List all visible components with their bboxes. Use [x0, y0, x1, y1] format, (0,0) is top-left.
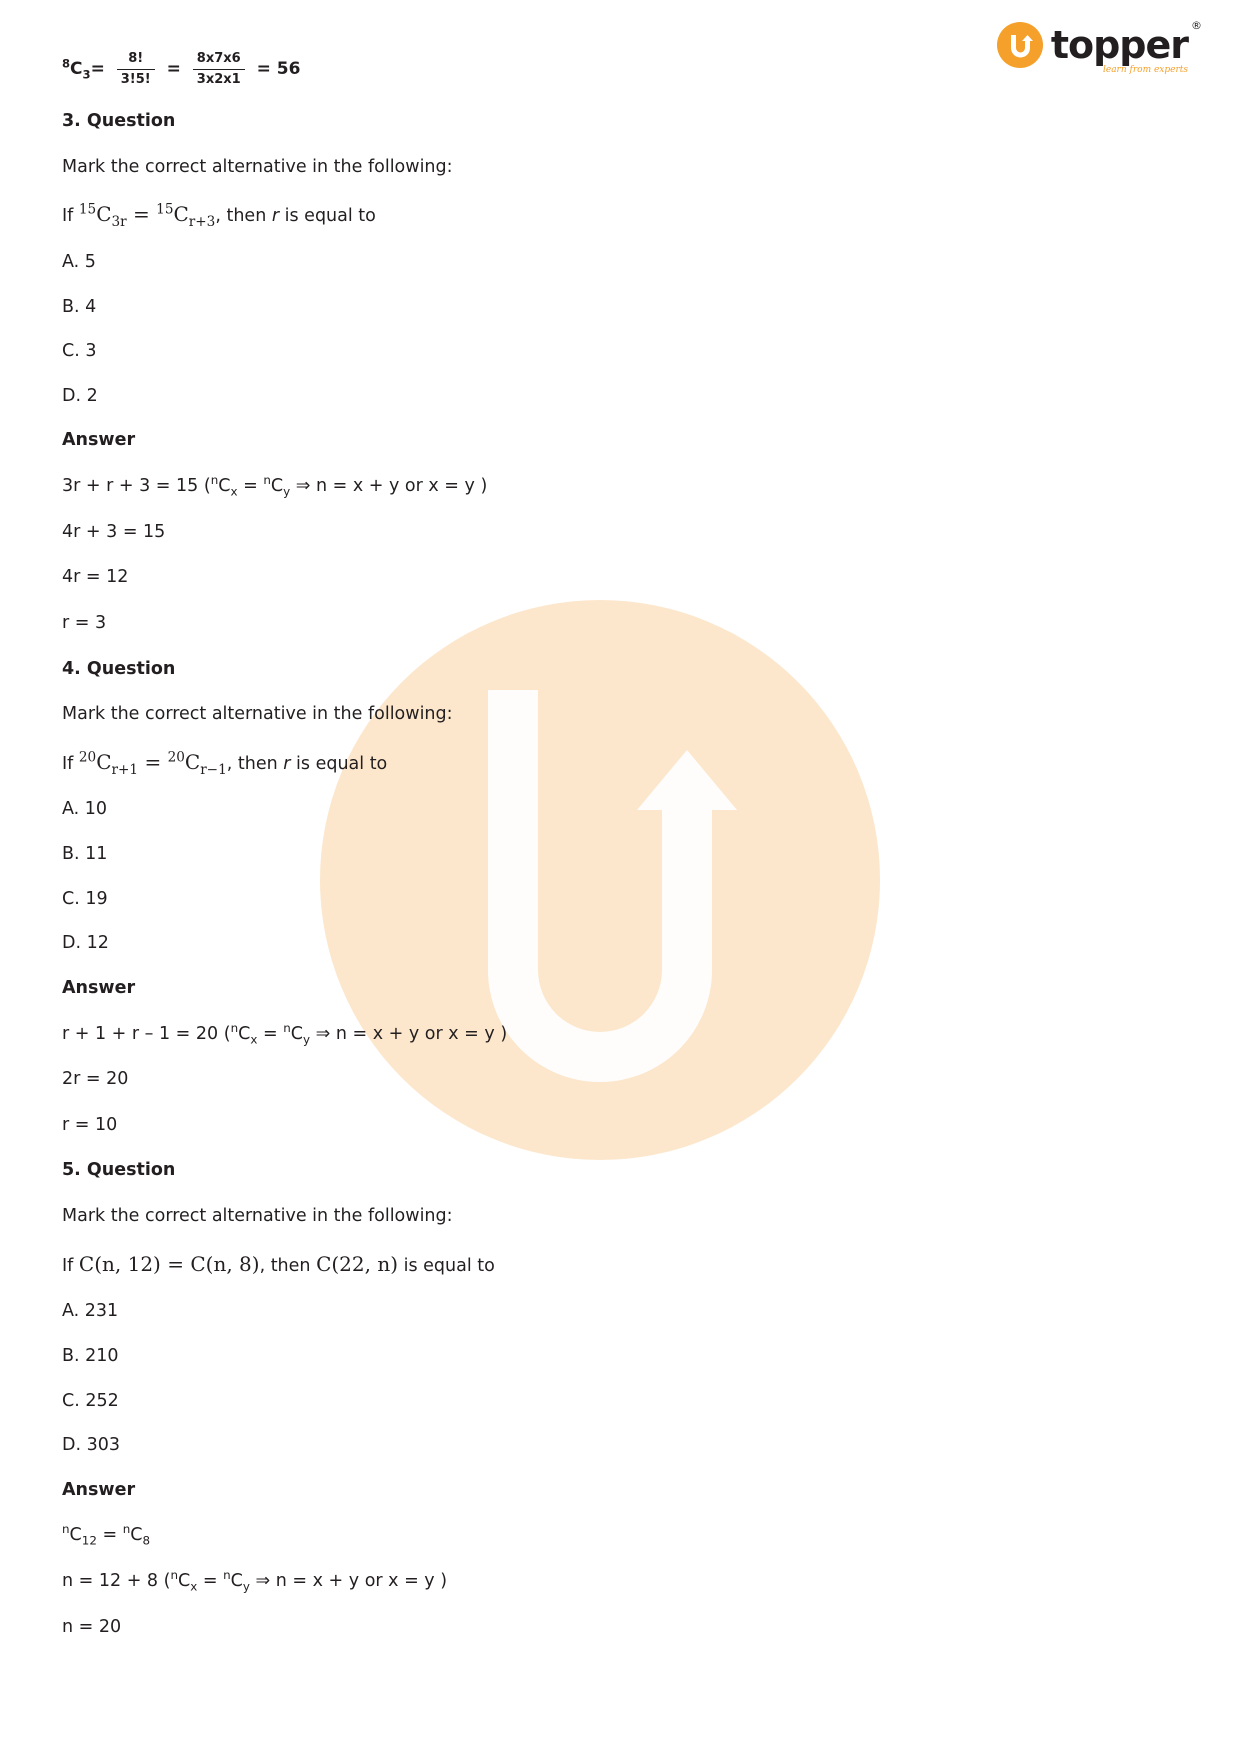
fraction-denominator: 3x2x1 — [196, 71, 241, 87]
question-5-option-b[interactable]: B. 210 — [62, 1345, 119, 1366]
question-3-option-a[interactable]: A. 5 — [62, 251, 96, 272]
rule-equals: = — [262, 1023, 278, 1044]
rule-sub-y: y — [303, 1032, 311, 1047]
logo-text: topper — [1050, 23, 1188, 67]
formula-sub-1: 3r — [111, 214, 127, 231]
question-3-heading: 3. Question — [62, 111, 176, 132]
answer-rule-pre: n = 12 + 8 ( — [62, 1571, 171, 1592]
formula-equals: = — [144, 749, 162, 774]
answer-rule-post: ⇒ n = x + y or x = y ) — [295, 476, 488, 497]
question-4-answer-line-1 — [62, 1020, 1180, 1047]
rule-sub-x: x — [230, 484, 238, 499]
question-4-answer-line-2: 2r = 20 — [62, 1069, 129, 1090]
question-4-heading: 4. Question — [62, 658, 176, 679]
rule-sub-x: x — [190, 1579, 198, 1594]
question-4-option-d[interactable]: D. 12 — [62, 933, 109, 954]
formula-sup-1: 20 — [78, 749, 97, 766]
rule-sup-n-1: n — [230, 1020, 239, 1035]
answer-rule-post: ⇒ n = x + y or x = y ) — [315, 1023, 508, 1044]
question-5-instruction: Mark the correct alternative in the following: — [62, 1206, 453, 1227]
fraction-numerator: 8x7x6 — [193, 50, 245, 70]
stem-suffix-2: is equal to — [284, 206, 376, 227]
formula-equals: = — [133, 202, 150, 227]
rule-sup-n-1: n — [210, 473, 219, 488]
question-5-answer-label: Answer — [62, 1479, 136, 1500]
formula-sub-2: r+3 — [188, 214, 216, 231]
stem-mid: , then — [259, 1255, 311, 1276]
answer-sup-2: n — [122, 1522, 131, 1537]
top-formula-mid-equals: = — [166, 59, 181, 80]
formula-sup-2: 15 — [156, 201, 174, 218]
top-formula-c: C — [70, 59, 83, 80]
question-5-answer-line-1 — [62, 1524, 1180, 1548]
answer-sup-1: n — [62, 1522, 70, 1537]
question-5-answer-line-3: n = 20 — [62, 1616, 122, 1637]
stem-formula-1: C(n, 12) = C(n, 8) — [78, 1251, 260, 1276]
nc-rule — [210, 473, 291, 499]
question-4-answer-line-3: r = 10 — [62, 1114, 118, 1135]
rule-sub-y: y — [242, 1579, 250, 1594]
question-3-answer-label: Answer — [62, 430, 136, 451]
rule-sup-n-2: n — [263, 473, 271, 488]
answer-equals: = — [102, 1525, 118, 1546]
question-3-option-b[interactable]: B. 4 — [62, 296, 97, 317]
rule-c-2: C — [230, 1571, 243, 1592]
question-3-instruction: Mark the correct alternative in the following: — [62, 156, 453, 177]
question-3-option-c[interactable]: C. 3 — [62, 341, 97, 362]
answer-sub-2: 8 — [142, 1533, 151, 1548]
stem-suffix-1: , then — [215, 206, 267, 227]
formula-sub-1: r+1 — [111, 761, 139, 778]
logo-mark-icon — [997, 22, 1043, 68]
rule-c-1: C — [238, 1023, 251, 1044]
u-arrow-icon — [1005, 30, 1035, 60]
answer-sub-1: 12 — [81, 1533, 97, 1548]
formula-c-2: C — [184, 749, 201, 774]
stem-prefix: If — [62, 1255, 74, 1276]
rule-sub-x: x — [250, 1032, 258, 1047]
top-formula-fraction-2 — [193, 50, 245, 88]
question-3-answer-line-2: 4r + 3 = 15 — [62, 521, 166, 542]
stem-formula-2: C(22, n) — [316, 1251, 399, 1276]
stem-suffix-1: , then — [226, 753, 278, 774]
question-5-option-a[interactable]: A. 231 — [62, 1301, 119, 1322]
top-formula-superscript: 8 — [62, 56, 71, 71]
brand-logo — [997, 19, 1202, 75]
question-5-option-c[interactable]: C. 252 — [62, 1390, 119, 1411]
question-5-answer-line-2 — [62, 1570, 1180, 1594]
rule-c-2: C — [270, 476, 284, 497]
rule-c-1: C — [218, 476, 231, 497]
top-formula-result: = 56 — [256, 59, 301, 80]
answer-rule-pre: 3r + r + 3 = 15 ( — [62, 476, 211, 497]
rule-sup-n-1: n — [170, 1568, 179, 1583]
formula-c-2: C — [173, 202, 189, 227]
stem-prefix: If — [62, 206, 74, 227]
fraction-numerator: 8! — [117, 50, 155, 70]
question-3-option-d[interactable]: D. 2 — [62, 385, 98, 406]
answer-rule-post: ⇒ n = x + y or x = y ) — [255, 1571, 448, 1592]
question-4-stem — [62, 749, 1180, 777]
question-4-option-b[interactable]: B. 11 — [62, 844, 108, 865]
question-4-option-a[interactable]: A. 10 — [62, 799, 108, 820]
top-formula-fraction-1 — [117, 50, 155, 88]
question-5-heading: 5. Question — [62, 1160, 176, 1181]
stem-suffix-2: is equal to — [403, 1255, 495, 1276]
formula-sub-2: r−1 — [200, 761, 227, 778]
question-3-answer-line-4: r = 3 — [62, 612, 107, 633]
formula-c-1: C — [96, 202, 112, 227]
rule-sup-n-2: n — [283, 1020, 291, 1035]
top-formula-subscript: 3 — [82, 67, 91, 82]
formula-c-1: C — [96, 749, 112, 774]
question-5-stem — [62, 1251, 1180, 1279]
logo-tagline: learn from experts — [1102, 65, 1188, 75]
nc-rule — [230, 1020, 311, 1047]
rule-equals: = — [202, 1571, 218, 1592]
formula-sup-1: 15 — [78, 201, 97, 218]
stem-formula — [78, 749, 227, 778]
question-3-answer-line-1 — [62, 475, 1180, 499]
nc-rule — [170, 1568, 250, 1594]
stem-variable: r — [271, 206, 280, 227]
fraction-denominator: 3!5! — [120, 71, 151, 87]
stem-formula — [78, 201, 216, 231]
stem-suffix-2: is equal to — [296, 753, 388, 774]
rule-c-2: C — [290, 1023, 303, 1044]
rule-equals: = — [243, 476, 258, 497]
top-formula-equals: = — [90, 59, 105, 80]
question-5-option-d[interactable]: D. 303 — [62, 1435, 121, 1456]
logo-registered-mark: ® — [1191, 19, 1202, 32]
rule-sub-y: y — [283, 484, 291, 499]
rule-sup-n-2: n — [223, 1568, 231, 1583]
answer-rule-pre: r + 1 + r – 1 = 20 ( — [62, 1023, 231, 1044]
rule-c-1: C — [178, 1571, 191, 1592]
stem-prefix: If — [62, 753, 74, 774]
formula-sup-2: 20 — [167, 749, 185, 766]
answer-c-2: C — [130, 1525, 143, 1546]
question-3-answer-line-3: 4r = 12 — [62, 567, 129, 588]
question-3-stem — [62, 201, 1180, 229]
question-4-option-c[interactable]: C. 19 — [62, 888, 108, 909]
question-4-answer-label: Answer — [62, 977, 136, 998]
answer-c-1: C — [69, 1525, 82, 1546]
question-4-instruction: Mark the correct alternative in the following: — [62, 704, 453, 725]
stem-variable: r — [283, 753, 291, 774]
